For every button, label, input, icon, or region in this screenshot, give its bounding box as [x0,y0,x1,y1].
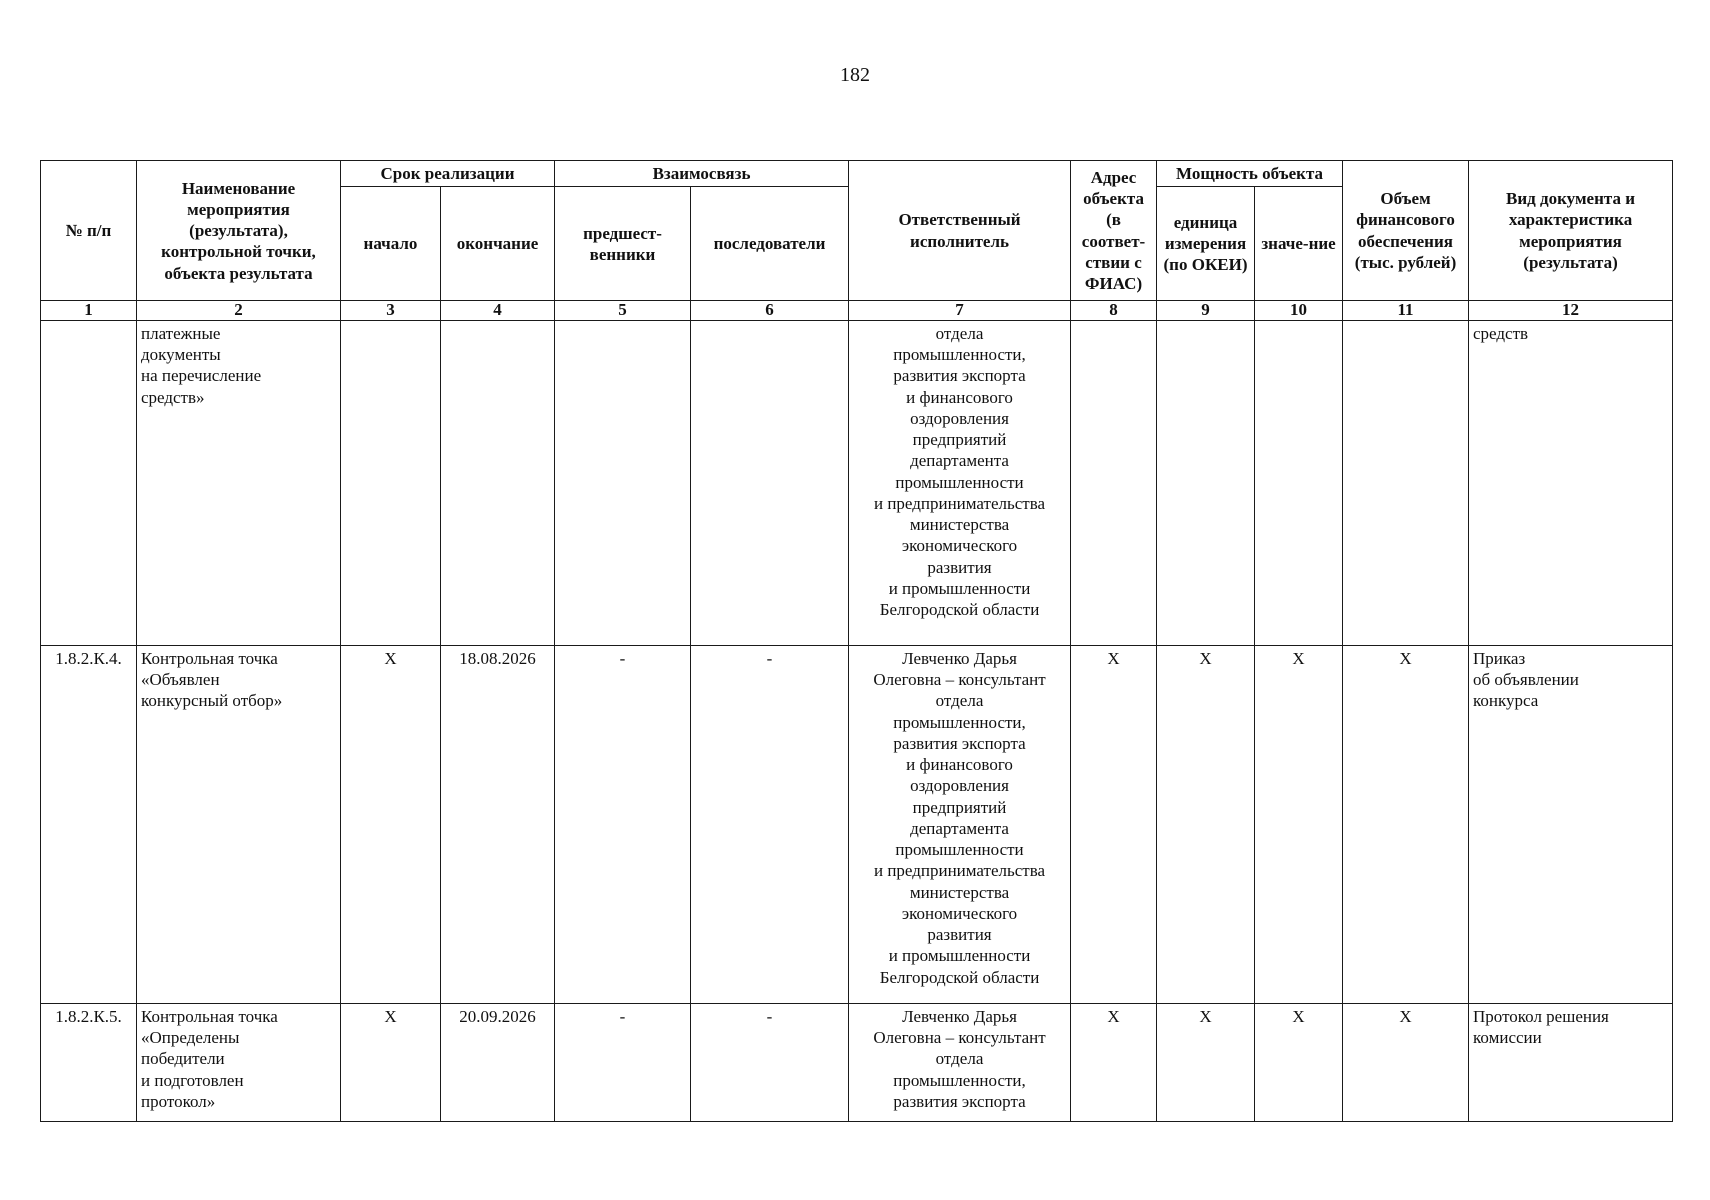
cell-predecessors: - [555,645,691,1003]
cell-executor-line: Левченко Дарья [902,648,1017,668]
header-start: начало [341,187,441,301]
cell-executor-line: промышленности, [893,1070,1026,1090]
column-numbers-row [41,301,1673,321]
header-unit: единица измерения (по ОКЕИ) [1157,187,1255,301]
column-number: 3 [341,301,441,321]
cell-executor-line: предприятий [912,430,1007,450]
cell-address [1071,320,1157,645]
cell-executor-line: и финансового [906,387,1013,407]
cell-executor-line: промышленности, [893,712,1026,732]
cell-num: 1.8.2.К.5. [41,1003,137,1121]
cell-value: Х [1255,1003,1343,1121]
cell-successors: - [691,645,849,1003]
cell-executor-line: Белгородской области [879,600,1040,620]
column-number: 1 [41,301,137,321]
column-number: 7 [849,301,1071,321]
cell-unit: Х [1157,1003,1255,1121]
cell-executor [849,645,1071,1003]
cell-executor-line: промышленности, [893,345,1026,365]
cell-start [341,320,441,645]
cell-name [137,320,341,645]
cell-predecessors [555,320,691,645]
header-name: Наименование мероприятия (результата), контрольной точки, объекта результата [137,161,341,301]
cell-executor-line: развития экспорта [893,733,1026,753]
column-number: 4 [441,301,555,321]
cell-successors [691,320,849,645]
cell-executor-line: Белгородской области [879,967,1040,987]
cell-end [441,320,555,645]
header-group-srok: Срок реализации [341,161,555,187]
cell-end: 20.09.2026 [441,1003,555,1121]
cell-executor-line: промышленности [895,472,1024,492]
header-group-moshchnost: Мощность объекта [1157,161,1343,187]
cell-executor-line: и промышленности [888,946,1031,966]
header-num: № п/п [41,161,137,301]
cell-name-line: протокол» [141,1091,216,1111]
cell-executor-line: и предпринимательства [873,493,1046,513]
cell-document [1469,645,1673,1003]
cell-finance: Х [1343,645,1469,1003]
cell-executor-line: развития [927,925,992,945]
cell-end: 18.08.2026 [441,645,555,1003]
cell-executor [849,320,1071,645]
cell-name-line: платежные [141,323,221,343]
cell-name-line: конкурсный отбор» [141,691,283,711]
header-executor: Ответственный исполнитель [849,161,1071,301]
cell-executor-line: департамента [910,818,1009,838]
header-end: окончание [441,187,555,301]
cell-name-line: «Определены [141,1028,240,1048]
cell-name [137,645,341,1003]
header-group-vzaimosvyaz: Взаимосвязь [555,161,849,187]
cell-executor-line: министерства [909,515,1010,535]
cell-executor-line: отдела [935,1049,984,1069]
cell-executor-line: развития [927,557,992,577]
cell-executor-line: экономического [901,536,1018,556]
header-value: значе-ние [1255,187,1343,301]
cell-executor-line: развития экспорта [893,1091,1026,1111]
cell-executor-line: и промышленности [888,578,1031,598]
cell-name-line: Контрольная точка [141,1006,278,1026]
cell-executor-line: отдела [935,323,984,343]
table-row [41,1003,1673,1121]
cell-executor-line: оздоровления [910,408,1009,428]
cell-finance: Х [1343,1003,1469,1121]
cell-executor-line: оздоровления [910,776,1009,796]
column-number: 5 [555,301,691,321]
column-number: 8 [1071,301,1157,321]
cell-executor-line: отдела [935,691,984,711]
cell-executor-line: и предпринимательства [873,861,1046,881]
header-address: Адрес объекта (в соответ-ствии с ФИАС) [1071,161,1157,301]
column-number: 11 [1343,301,1469,321]
cell-executor-line: промышленности [895,840,1024,860]
cell-address: Х [1071,645,1157,1003]
cell-unit: Х [1157,645,1255,1003]
table-row [41,645,1673,1003]
cell-name-line: Контрольная точка [141,648,278,668]
cell-executor-line: Олеговна – консультант [873,670,1046,690]
cell-document-line: об объявлении [1473,670,1579,690]
cell-executor-line: экономического [901,903,1018,923]
cell-predecessors: - [555,1003,691,1121]
cell-document-line: Протокол решения [1473,1006,1609,1026]
events-table [40,160,1673,1122]
cell-document [1469,320,1673,645]
header-document: Вид документа и характеристика мероприятия (результата) [1469,161,1673,301]
cell-value: Х [1255,645,1343,1003]
cell-address: Х [1071,1003,1157,1121]
column-number: 2 [137,301,341,321]
header-predecessors: предшест-венники [555,187,691,301]
cell-executor-line: предприятий [912,797,1007,817]
cell-name-line: на перечисление [141,366,262,386]
cell-start: Х [341,1003,441,1121]
cell-document-line: конкурса [1473,691,1539,711]
cell-successors: - [691,1003,849,1121]
cell-document-line: Приказ [1473,648,1526,668]
cell-name [137,1003,341,1121]
cell-num [41,320,137,645]
column-number: 9 [1157,301,1255,321]
table-row [41,320,1673,645]
cell-num: 1.8.2.К.4. [41,645,137,1003]
header-successors: последователи [691,187,849,301]
cell-document-line: средств [1473,323,1529,343]
column-number: 6 [691,301,849,321]
cell-document-line: комиссии [1473,1028,1542,1048]
cell-executor-line: и финансового [906,755,1013,775]
cell-name-line: победители [141,1049,225,1069]
cell-executor-line: министерства [909,882,1010,902]
cell-document [1469,1003,1673,1121]
cell-executor-line: Левченко Дарья [902,1006,1017,1026]
cell-name-line: «Объявлен [141,670,220,690]
cell-name-line: документы [141,345,221,365]
cell-name-line: средств» [141,387,205,407]
column-number: 10 [1255,301,1343,321]
cell-executor-line: развития экспорта [893,366,1026,386]
cell-unit [1157,320,1255,645]
header-finance: Объем финансового обеспечения (тыс. рублей) [1343,161,1469,301]
column-number: 12 [1469,301,1673,321]
cell-start: Х [341,645,441,1003]
cell-value [1255,320,1343,645]
cell-finance [1343,320,1469,645]
table-header [41,161,1673,321]
cell-executor-line: департамента [910,451,1009,471]
cell-executor-line: Олеговна – консультант [873,1028,1046,1048]
cell-name-line: и подготовлен [141,1070,244,1090]
page-number: 182 [840,64,870,86]
cell-executor [849,1003,1071,1121]
